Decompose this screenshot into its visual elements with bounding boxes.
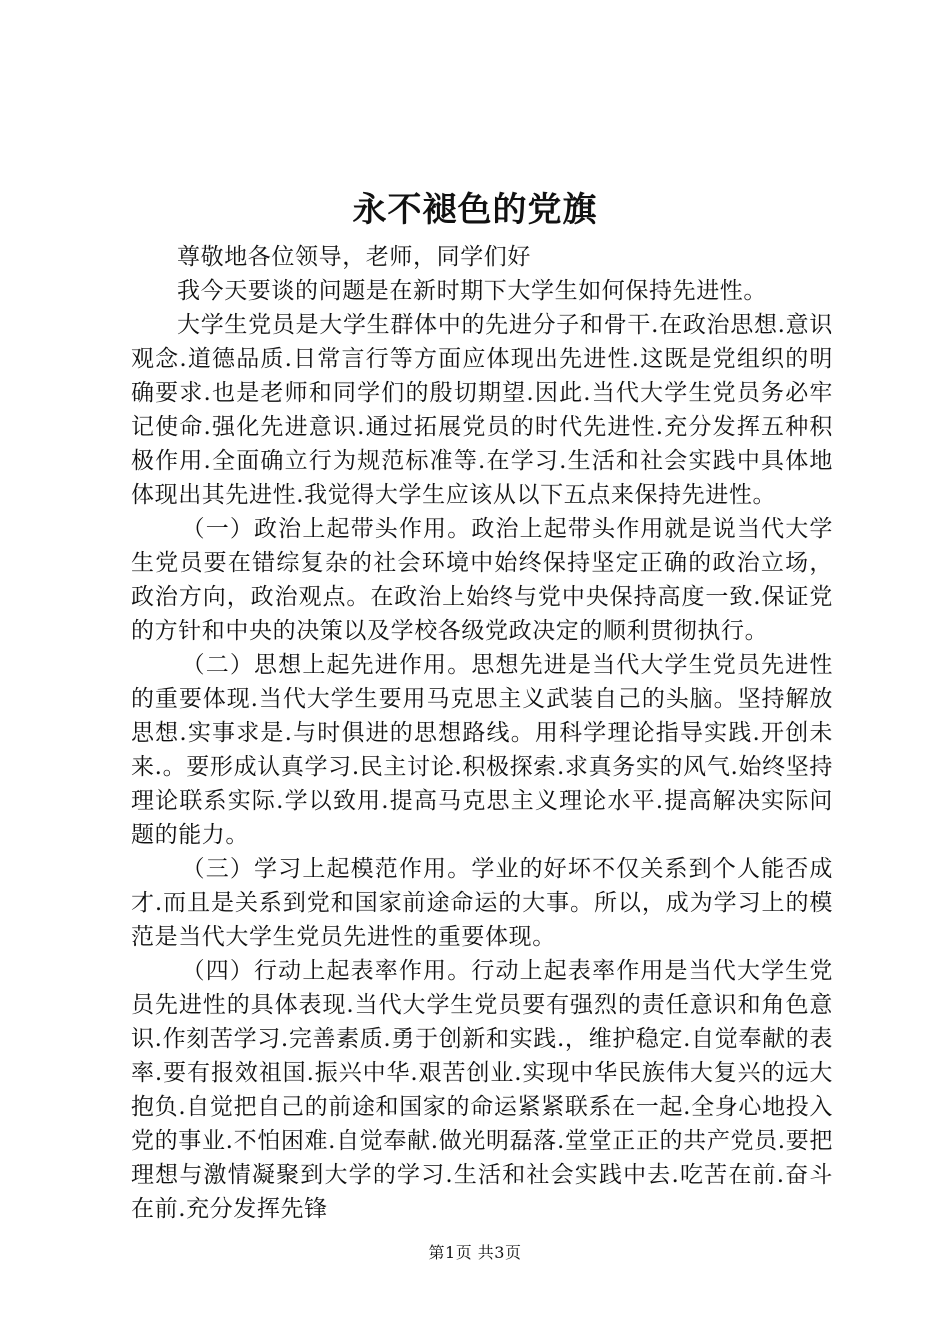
document-body: [131, 240, 833, 1226]
point-three-paragraph: （三）学习上起模范作用。学业的好坏不仅关系到个人能否成才.而且是关系到党和国家前途命运的大事。所以，成为学习上的模范是当代大学生党员先进性的重要体现。: [131, 856, 833, 950]
document-title: 永不褪色的党旗: [352, 190, 598, 230]
greeting-paragraph: 尊敬地各位领导，老师，同学们好: [177, 244, 531, 270]
topic-paragraph: 我今天要谈的问题是在新时期下大学生如何保持先进性。: [177, 278, 767, 304]
page-number-footer: 第1页 共3页: [428, 1243, 522, 1262]
point-two-paragraph: （二）思想上起先进作用。思想先进是当代大学生党员先进性的重要体现.当代大学生要用马克思主义武装自己的头脑。坚持解放思想.实事求是.与时俱进的思想路线。用科学理论指导实践.开创未来.。要形成认真学习.民主讨论.积极探索.求真务实的风气.始终坚持理论联系实际.学以致用.提高马克思主义理论水平.提高解决实际问题的能力。: [131, 652, 833, 848]
intro-paragraph: 大学生党员是大学生群体中的先进分子和骨干.在政治思想.意识观念.道德品质.日常言行等方面应体现出先进性.这既是党组织的明确要求.也是老师和同学们的殷切期望.因此.当代大学生党员务必牢记使命.强化先进意识.通过拓展党员的时代先进性.充分发挥五种积极作用.全面确立行为规范标准等.在学习.生活和社会实践中具体地体现出其先进性.我觉得大学生应该从以下五点来保持先进性。: [131, 312, 833, 508]
point-four-paragraph: （四）行动上起表率作用。行动上起表率作用是当代大学生党员先进性的具体表现.当代大学生党员要有强烈的责任意识和角色意识.作刻苦学习.完善素质.勇于创新和实践.，维护稳定.自觉奉献的表率.要有报效祖国.振兴中华.艰苦创业.实现中华民族伟大复兴的远大抱负.自觉把自己的前途和国家的命运紧紧联系在一起.全身心地投入党的事业.不怕困难.自觉奉献.做光明磊落.堂堂正正的共产党员.要把理想与激情凝聚到大学的学习.生活和社会实践中去.吃苦在前.奋斗在前.充分发挥先锋: [131, 958, 833, 1222]
point-one-paragraph: （一）政治上起带头作用。政治上起带头作用就是说当代大学生党员要在错综复杂的社会环境中始终保持坚定正确的政治立场，政治方向，政治观点。在政治上始终与党中央保持高度一致.保证党的方针和中央的决策以及学校各级党政决定的顺利贯彻执行。: [131, 516, 833, 644]
